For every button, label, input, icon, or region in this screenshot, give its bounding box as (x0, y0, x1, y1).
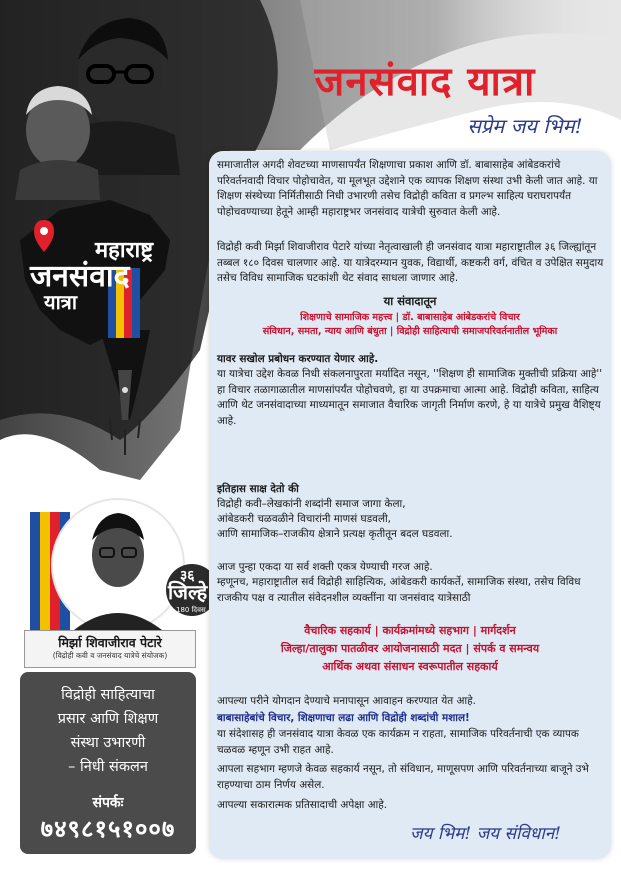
days-badge-label: जिल्हे (168, 580, 208, 604)
signoff: जय भिम! जय संविधान! (410, 824, 561, 844)
info-line-3: संस्था उभारणी (70, 735, 146, 751)
info-line-4: – निधी संकलन (68, 759, 148, 775)
prabodhan-heading: यावर सखोल प्रबोधन करण्यात येणार आहे. (217, 353, 379, 365)
closing-line-3: या संदेशासह ही जनसंवाद यात्रा केवळ एक कार्यक्रम न राहता, सामाजिक परिवर्तनाची एक व्यापक चळवळ म्हणून उभी राहत आहे. (217, 728, 579, 756)
contact-label: संपर्कः (92, 795, 124, 811)
intro-paragraph-2: विद्रोही कवी मिर्झा शिवाजीराव पेटारे यांच्या नेतृत्वाखाली ही जनसंवाद यात्रा महाराष्ट्रातील ३६ जिल्ह्यांतून तब्बल १८० दिवस चालणार आहे. या यात्रेदरम्यान युवक, विद्यार्थी, कष्टकरी वर्ग, वंचित व उपेक्षित समुदाय तसेच विविध सामाजिक घटकांशी थेट संवाद साधला जाणार आहे. (217, 241, 604, 284)
person-role: (विद्रोही कवी व जनसंवाद यात्रेचे संयोजक) (52, 651, 168, 660)
support-row-3: आर्थिक अथवा संसाधन स्वरूपातील सहकार्य (322, 660, 498, 673)
aaj-line-1: आज पुन्हा एकदा या सर्व शक्ती एकत्र येण्याची गरज आहे. (217, 561, 433, 573)
main-title: जनसंवाद यात्रा (314, 59, 536, 105)
itihas-line-1: विद्रोही कवी–लेखकांनी शब्दांनी समाज जागा केला, (217, 498, 406, 510)
person-name: मिर्झा शिवाजीराव पेटारे (58, 635, 162, 650)
support-row-1: वैचारिक सहकार्य | कार्यक्रमांमध्ये सहभाग | मार्गदर्शन (304, 624, 516, 637)
badge-state: महाराष्ट्र (95, 238, 154, 263)
intro-paragraph-1: समाजातील अगदी शेवटच्या माणसापर्यंत शिक्षणाचा प्रकाश आणि डॉ. बाबासाहेब आंबेडकरांचे परिवर्तनवादी विचार पोहोचावेत, या मूलभूत उद्देशाने एक व्यापक शिक्षण संस्था उभी केली जात आहे. या शिक्षण संस्थेच्या निर्मितीसाठी निधी उभारणी तसेच विद्रोही कविता व प्रगल्भ साहित्य घराघरापर्यंत पोहोचवण्याच्या हेतूने आम्ही महाराष्ट्रभर जनसंवाद यात्रेची सुरुवात केली आहे. (217, 159, 598, 218)
prabodhan-text: या यात्रेचा उद्देश केवळ निधी संकलनापुरता मर्यादित नसून, ''शिक्षण ही सामाजिक मुक्तीची प्रक्रिया आहे'' हा विचार तळागाळातील माणसांपर्यंत पोहोचवणे, हा या उपक्रमाचा आत्मा आहे. विद्रोही कविता, साहित्य आणि थेट जनसंवादाच्या माध्यमातून समाजात वैचारिक जागृती निर्माण करणे, हे या यात्रेचे प्रमुख वैशिष्ट्य आहे. (217, 368, 603, 427)
badge-yatra: यात्रा (44, 290, 77, 314)
itihas-line-3: आणि सामाजिक–राजकीय क्षेत्राने प्रत्यक्ष कृतीतून बदल घडवला. (217, 528, 453, 540)
closing-line-4: आपला सहभाग म्हणजे केवळ सहकार्य नसून, तो संविधान, माणूसपण आणि परिवर्तनाच्या बाजूने उभे राहण्याचा ठाम निर्णय असेल. (217, 763, 589, 791)
closing-line-1: आपल्या परीने योगदान देण्याचे मनापासून आवाहन करण्यात येत आहे. (217, 695, 476, 707)
aaj-line-2: म्हणूनच, महाराष्ट्रातील सर्व विद्रोही साहित्यिक, आंबेडकरी कार्यकर्ते, सामाजिक संस्था, तसेच विविध राजकीय पक्ष व त्यातील संवेदनशील व्यक्तींना या जनसंवाद यात्रेसाठी (217, 576, 581, 604)
tagline: सप्रेम जय भिम! (467, 114, 583, 138)
info-line-1: विद्रोही साहित्याचा (61, 687, 155, 703)
info-line-2: प्रसार आणि शिक्षण (57, 711, 159, 727)
itihas-heading: इतिहास साक्ष देतो की (217, 483, 299, 495)
badge-name: जनसंवाद (30, 259, 130, 294)
days-badge-days: 180 दिवस (176, 606, 206, 614)
person-name-box (24, 630, 196, 668)
sanvad-row-1: शिक्षणाचे सामाजिक महत्त्व | डॉ. बाबासाहेब आंबेडकरांचे विचार (300, 312, 520, 323)
itihas-line-2: आंबेडकरी चळवळीने विचारांनी माणसं घडवली, (217, 513, 391, 525)
closing-line-2: बाबासाहेबांचे विचार, शिक्षणाचा लढा आणि विद्रोही शब्दांची मशाल! (217, 712, 470, 724)
sanvad-row-2: संविधान, समता, न्याय आणि बंधुता | विद्रोही साहित्याची समाजपरिवर्तनातील भूमिका (262, 326, 558, 337)
sanvad-heading: या संवादातून (383, 294, 437, 308)
closing-line-5: आपल्या सकारात्मक प्रतिसादाची अपेक्षा आहे. (217, 799, 388, 811)
contact-number: ७४९८१५१००७ (40, 815, 176, 843)
days-badge-number: ३६ (180, 568, 195, 584)
support-row-2: जिल्हा/तालुका पातळीवर आयोजनासाठी मदत | संपर्क व समन्वय (280, 642, 540, 655)
